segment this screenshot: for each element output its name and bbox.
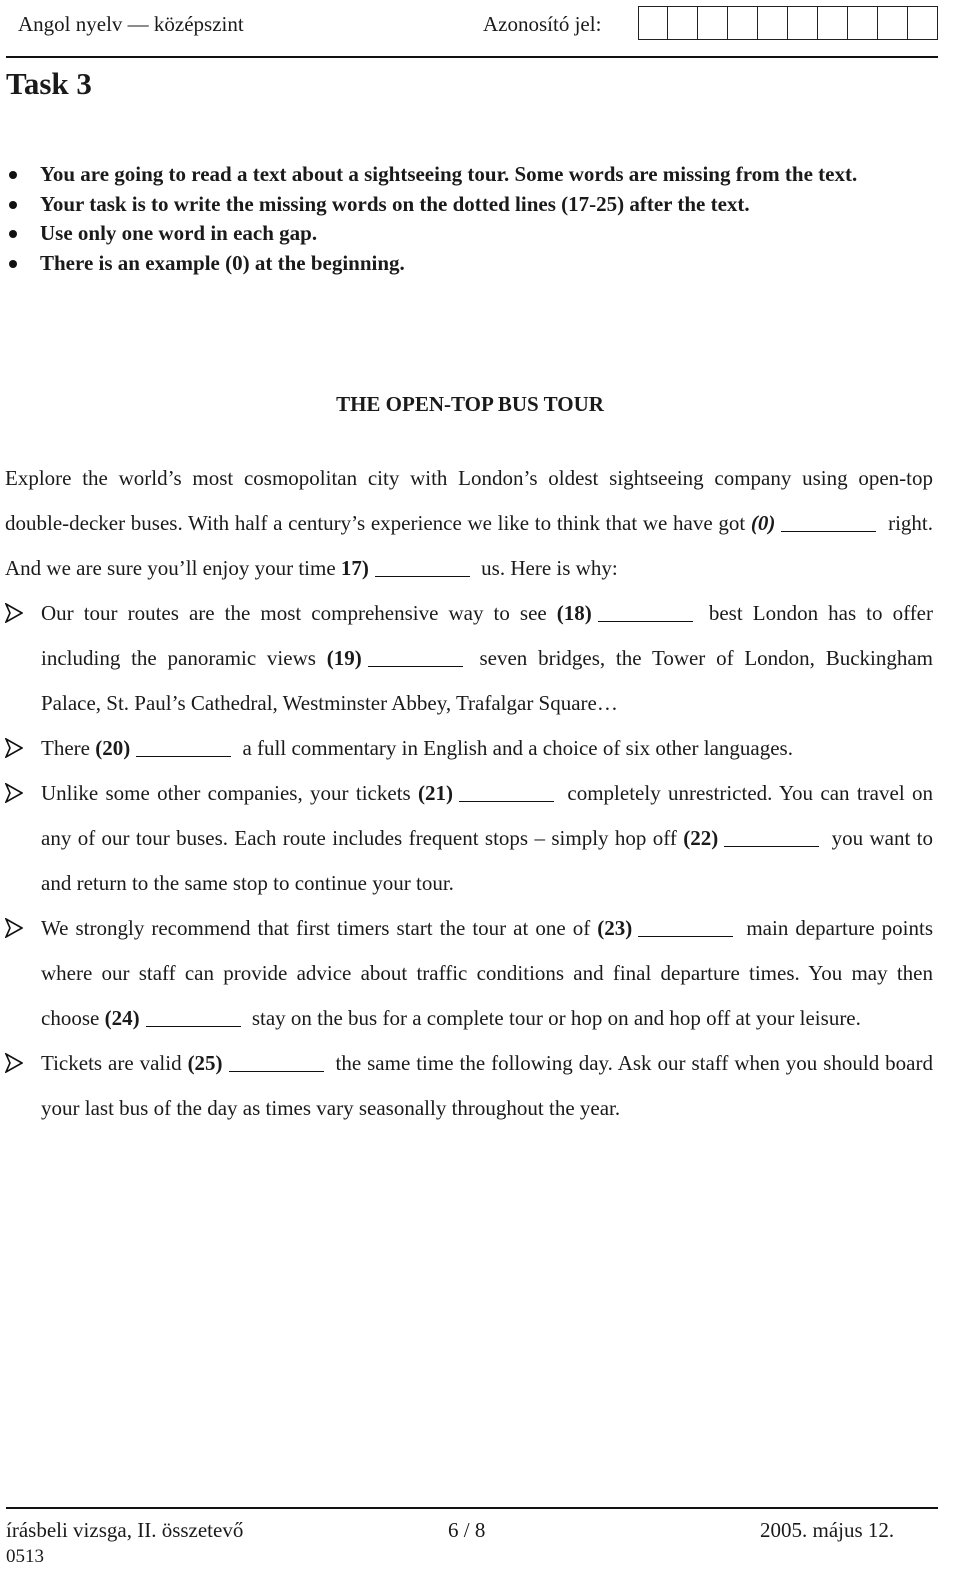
bullet-icon — [9, 260, 17, 268]
bullet-icon — [9, 171, 17, 179]
id-box[interactable] — [668, 6, 698, 40]
bullet-icon — [9, 230, 17, 238]
header-divider — [6, 56, 938, 58]
exam-subject: Angol nyelv — középszint — [18, 12, 244, 36]
id-box[interactable] — [908, 6, 938, 40]
gap-23-line[interactable] — [638, 935, 733, 937]
gap-0-line — [781, 530, 876, 532]
arrow-bullet-icon — [5, 738, 23, 758]
arrow-bullet-icon — [5, 783, 23, 803]
instruction-item: You are going to read a text about a sightseeing tour. Some words are missing from the text. — [0, 160, 940, 190]
gap-number: (19) — [326, 646, 362, 670]
passage-title: THE OPEN-TOP BUS TOUR — [336, 392, 604, 416]
instruction-item: Use only one word in each gap. — [0, 219, 940, 249]
page-number: 6 / 8 — [448, 1518, 486, 1542]
id-box[interactable] — [638, 6, 668, 40]
id-box[interactable] — [788, 6, 818, 40]
task-title: Task 3 — [6, 66, 92, 101]
reason-item: We strongly recommend that first timers start the tour at one of (23) main departure points where our staff can provide advice about traffic conditions and final departure times. You may then choose (24) stay on the bus for a complete tour or hop on and hop off at your leisure. — [5, 906, 933, 1041]
gap-19-line[interactable] — [368, 665, 463, 667]
reason-item: Our tour routes are the most comprehensive way to see (18) best London has to offer including the panoramic views (19) seven bridges, the Tower of London, Buckingham Palace, St. Paul’s Cathedral, Westminster Abbey, Trafalgar Square… — [5, 591, 933, 726]
exam-code: 0513 — [6, 1546, 44, 1567]
id-box[interactable] — [698, 6, 728, 40]
gap-21-line[interactable] — [459, 800, 554, 802]
gap-number: (20) — [95, 736, 131, 760]
gap-24-line[interactable] — [146, 1025, 241, 1027]
reason-item: There (20) a full commentary in English and a choice of six other languages. — [5, 726, 933, 771]
footer-exam-part: írásbeli vizsga, II. összetevő — [6, 1518, 244, 1542]
gap-17-line[interactable] — [375, 575, 470, 577]
reason-item: Tickets are valid (25) the same time the following day. Ask our staff when you should board your last bus of the day as times vary seasonally throughout the year. — [5, 1041, 933, 1131]
arrow-bullet-icon — [5, 1053, 23, 1073]
gap-22-line[interactable] — [724, 845, 819, 847]
gap-number: (21) — [418, 781, 454, 805]
gap-20-line[interactable] — [136, 755, 231, 757]
instruction-item: There is an example (0) at the beginning. — [0, 249, 940, 279]
instruction-item: Your task is to write the missing words on the dotted lines (17-25) after the text. — [0, 190, 940, 220]
gap-number: (25) — [187, 1051, 223, 1075]
bullet-icon — [9, 201, 17, 209]
instruction-list — [0, 160, 940, 278]
gap-number: 17) — [340, 556, 369, 580]
gap-25-line[interactable] — [229, 1070, 324, 1072]
arrow-bullet-icon — [5, 918, 23, 938]
gap-number: (22) — [683, 826, 719, 850]
footer-divider — [6, 1507, 938, 1509]
passage-intro: Explore the world’s most cosmopolitan city with London’s oldest sightseeing company using open-top double-decker buses. With half a century’s experience we like to think that we have got (0) right. And we are sure you’ll enjoy your time 17) us. Here is why: — [5, 466, 933, 580]
gap-number: (23) — [597, 916, 633, 940]
id-box[interactable] — [758, 6, 788, 40]
reason-list — [5, 591, 933, 1131]
arrow-bullet-icon — [5, 603, 23, 623]
passage-body — [5, 456, 933, 1131]
id-label: Azonosító jel: — [483, 12, 602, 36]
page-header — [18, 10, 958, 42]
id-box[interactable] — [878, 6, 908, 40]
id-box[interactable] — [848, 6, 878, 40]
id-box[interactable] — [728, 6, 758, 40]
gap-18-line[interactable] — [598, 620, 693, 622]
reason-item: Unlike some other companies, your tickets (21) completely unrestricted. You can travel on any of our tour buses. Each route includes frequent stops – simply hop off (22) you want to and return to the same stop to continue your tour. — [5, 771, 933, 906]
gap-number: (18) — [556, 601, 592, 625]
id-box[interactable] — [818, 6, 848, 40]
gap-number: (24) — [104, 1006, 140, 1030]
exam-date: 2005. május 12. — [760, 1518, 895, 1542]
id-box-row — [638, 6, 938, 40]
gap-number: (0) — [750, 511, 776, 535]
